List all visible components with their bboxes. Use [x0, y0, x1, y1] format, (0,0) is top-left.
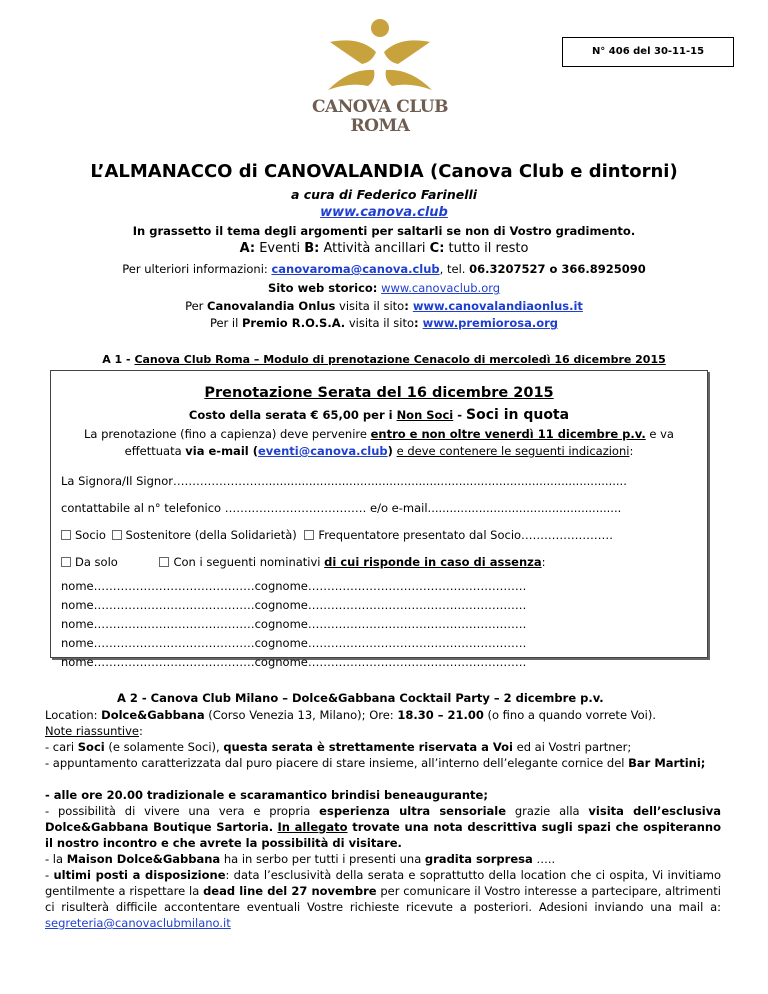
- p1-b: entro e non oltre venerdì 11 dicembre p.v.: [370, 427, 646, 441]
- a2-item-3: - alle ore 20.00 tradizionale e scaramantico brindisi beneaugurante;: [45, 788, 488, 802]
- historic-link[interactable]: www.canovaclub.org: [381, 281, 501, 295]
- name-row[interactable]: nome……………………………………cognome…………………………………………………: [61, 617, 527, 631]
- l2-b: Bar Martini;: [628, 756, 706, 770]
- booking-p1: [61, 427, 697, 441]
- l2-a: - appuntamento caratterizzata dal puro piacere di stare insieme, all’interno dell’elegante cornice del: [45, 756, 629, 770]
- l4-a: - possibilità di vivere una vera e propria: [45, 804, 320, 818]
- onlus-colon: :: [404, 299, 413, 313]
- l6-a: -: [45, 868, 54, 882]
- historic-site: [0, 281, 768, 295]
- cost-prefix: Costo della serata € 65,00 per i: [188, 408, 397, 422]
- bold-note: In grassetto il tema degli argomenti per saltarli se non di Vostro gradimento.: [132, 224, 636, 238]
- legend-c-text: tutto il resto: [444, 241, 529, 256]
- sostenitore-label: Sostenitore (della Solidarietà): [125, 528, 297, 542]
- legend-b-text: Attività ancillari: [319, 241, 430, 256]
- rosa-colon: :: [414, 316, 423, 330]
- a2-item-5: [45, 851, 721, 867]
- rosa-line: [0, 316, 768, 330]
- l1-e: ed ai Vostri partner;: [512, 740, 632, 754]
- site-link[interactable]: www.canova.club: [320, 205, 448, 220]
- sostenitore-checkbox[interactable]: [112, 530, 122, 540]
- onlus-prefix: Per: [185, 299, 208, 313]
- l1-b: Soci: [77, 740, 105, 754]
- onlus-mid: visita il sito: [335, 299, 405, 313]
- name-row[interactable]: nome……………………………………cognome…………………………………………………: [61, 655, 527, 669]
- canova-club-logo: [320, 18, 440, 98]
- p2-b: via e-mail (: [185, 444, 258, 458]
- a2-item-2: [45, 755, 721, 771]
- name-row[interactable]: nome……………………………………cognome…………………………………………………: [61, 636, 527, 650]
- a2-item-1: [45, 739, 721, 755]
- a2-note-label: [45, 723, 721, 739]
- l4-d: visita dell’esclusiva Dolce&Gabbana Boutique Sartoria.: [45, 804, 721, 834]
- onlus-link[interactable]: www.canovalandiaonlus.it: [412, 299, 583, 313]
- socio-label: Socio: [75, 528, 106, 542]
- site-link-wrap: [0, 205, 768, 220]
- issue-number-box: N° 406 del 30-11-15: [562, 37, 734, 67]
- onlus-line: [0, 299, 768, 313]
- legend-c-key: C:: [429, 241, 445, 256]
- section-a2-heading: A 2 - Canova Club Milano – Dolce&Gabbana Cocktail Party – 2 dicembre p.v.: [117, 691, 604, 705]
- loc-addr: (Corso Venezia 13, Milano); Ore:: [204, 708, 398, 722]
- logo-line-1: CANOVA CLUB: [312, 97, 448, 117]
- a2-item-4: [45, 803, 721, 851]
- contact-field[interactable]: contattabile al n° telefonico …….………………………… e/o e-mail.....................................................: [61, 501, 622, 515]
- info-tel: 06.3207527 o 366.8925090: [469, 262, 646, 276]
- rosa-mid: visita il sito: [345, 316, 415, 330]
- l1-d: questa serata è strettamente riservata a Voi: [223, 740, 513, 754]
- booking-p2: [61, 444, 697, 458]
- l5-b: Maison Dolce&Gabbana: [66, 852, 221, 866]
- cost-nonsoci: Non Soci: [396, 408, 454, 422]
- booking-title: Prenotazione Serata del 16 dicembre 2015: [204, 385, 554, 401]
- l4-c: grazie alla: [506, 804, 589, 818]
- info-email-link[interactable]: canovaroma@canova.club: [271, 262, 440, 276]
- l5-a: - la: [45, 852, 67, 866]
- info-prefix: Per ulteriori informazioni:: [122, 262, 272, 276]
- p1-a: La prenotazione (fino a capienza) deve pervenire: [84, 427, 371, 441]
- p2-f: :: [629, 444, 634, 458]
- nominativi-a: Con i seguenti nominativi: [173, 555, 325, 569]
- subtitle: a cura di Federico Farinelli: [290, 187, 478, 202]
- nominativi-c: :: [541, 555, 546, 569]
- cost-soci: Soci in quota: [466, 407, 570, 423]
- booking-title-wrap: [61, 385, 697, 401]
- l5-d: gradita sorpresa: [424, 852, 533, 866]
- rosa-prefix: Per il: [209, 316, 242, 330]
- signora-field[interactable]: La Signora/Il Signor……………………...................................................................................................: [61, 474, 627, 488]
- name-row[interactable]: nome……………………………………cognome…………………………………………………: [61, 579, 527, 593]
- nominativi-b: di cui risponde in caso di assenza: [324, 555, 542, 569]
- a1-prefix: A 1 -: [102, 353, 135, 366]
- note-label: Note riassuntive: [45, 724, 139, 738]
- loc-label: Location:: [45, 708, 102, 722]
- a2-item-6: [45, 867, 721, 931]
- l5-c: ha in serbo per tutti i presenti una: [220, 852, 425, 866]
- attendance-options: [61, 555, 697, 569]
- p2-a: effettuata: [124, 444, 186, 458]
- contact-info: [0, 262, 768, 276]
- l6-d: dead line del 27 novembre: [203, 884, 377, 898]
- a2-location: [45, 707, 721, 723]
- legend: [0, 241, 768, 256]
- p2-e: e deve contenere le seguenti indicazioni: [396, 444, 630, 458]
- info-tel-prefix: , tel.: [439, 262, 470, 276]
- l6-e: per comunicare il Vostro interesse a partecipare, altrimenti ci risulterà difficile accontentare eventuali Vostre richieste ricevute a posteriori. Adesioni inviando una mail a:: [45, 884, 721, 914]
- page-title: L’ALMANACCO di CANOVALANDIA (Canova Club e dintorni): [90, 161, 678, 182]
- a1-title: Canova Club Roma – Modulo di prenotazione Cenacolo di mercoledì 16 dicembre 2015: [134, 353, 666, 366]
- l6-b: ultimi posti a disposizione: [53, 868, 226, 882]
- loc-name: Dolce&Gabbana: [101, 708, 205, 722]
- cost-mid: -: [453, 408, 467, 422]
- membership-options: [61, 528, 697, 542]
- loc-end: (o fino a quando vorrete Voi).: [483, 708, 657, 722]
- socio-checkbox[interactable]: [61, 530, 71, 540]
- l5-e: …..: [532, 852, 556, 866]
- l6-c: : data l’esclusività della serata e soprattutto della location che ci ospita, Vi invitiamo gentilmente a rispettare la: [45, 868, 721, 898]
- cost-line: [61, 407, 697, 423]
- historic-label: Sito web storico:: [267, 281, 378, 295]
- p2-email-link[interactable]: eventi@canova.club: [257, 444, 388, 458]
- legend-b-key: B:: [304, 241, 320, 256]
- l1-c: (e solamente Soci),: [104, 740, 224, 754]
- p2-c: ): [387, 444, 393, 458]
- booking-form-box: [50, 370, 708, 669]
- loc-time: 18.30 – 21.00: [397, 708, 484, 722]
- logo-wordmark: [300, 98, 460, 136]
- l1-a: - cari: [45, 740, 78, 754]
- name-row[interactable]: nome……………………………………cognome…………………………………………………: [61, 598, 527, 612]
- nominativi-checkbox[interactable]: [159, 557, 169, 567]
- legend-a-key: A:: [239, 241, 256, 256]
- note-colon: :: [139, 724, 143, 738]
- segreteria-email-link[interactable]: segreteria@canovaclubmilano.it: [45, 916, 231, 930]
- rosa-name: Premio R.O.S.A.: [241, 316, 346, 330]
- p1-c: e va: [645, 427, 674, 441]
- dasolo-label: Da solo: [75, 555, 118, 569]
- onlus-name: Canovalandia Onlus: [207, 299, 336, 313]
- l4-b: esperienza ultra sensoriale: [319, 804, 507, 818]
- frequentatore-checkbox[interactable]: [304, 530, 314, 540]
- logo-line-2: ROMA: [350, 116, 410, 136]
- l4-f: In allegato: [277, 820, 348, 834]
- frequentatore-label: Frequentatore presentato dal Socio……………………: [318, 528, 614, 542]
- dasolo-checkbox[interactable]: [61, 557, 71, 567]
- rosa-link[interactable]: www.premiorosa.org: [422, 316, 559, 330]
- section-a1-heading: [0, 353, 768, 366]
- legend-a-text: Eventi: [255, 241, 305, 256]
- l4-g: trovate una nota descrittiva sugli spazi che ospiteranno il nostro incontro e che avrete la possibilità di visitare.: [45, 820, 722, 850]
